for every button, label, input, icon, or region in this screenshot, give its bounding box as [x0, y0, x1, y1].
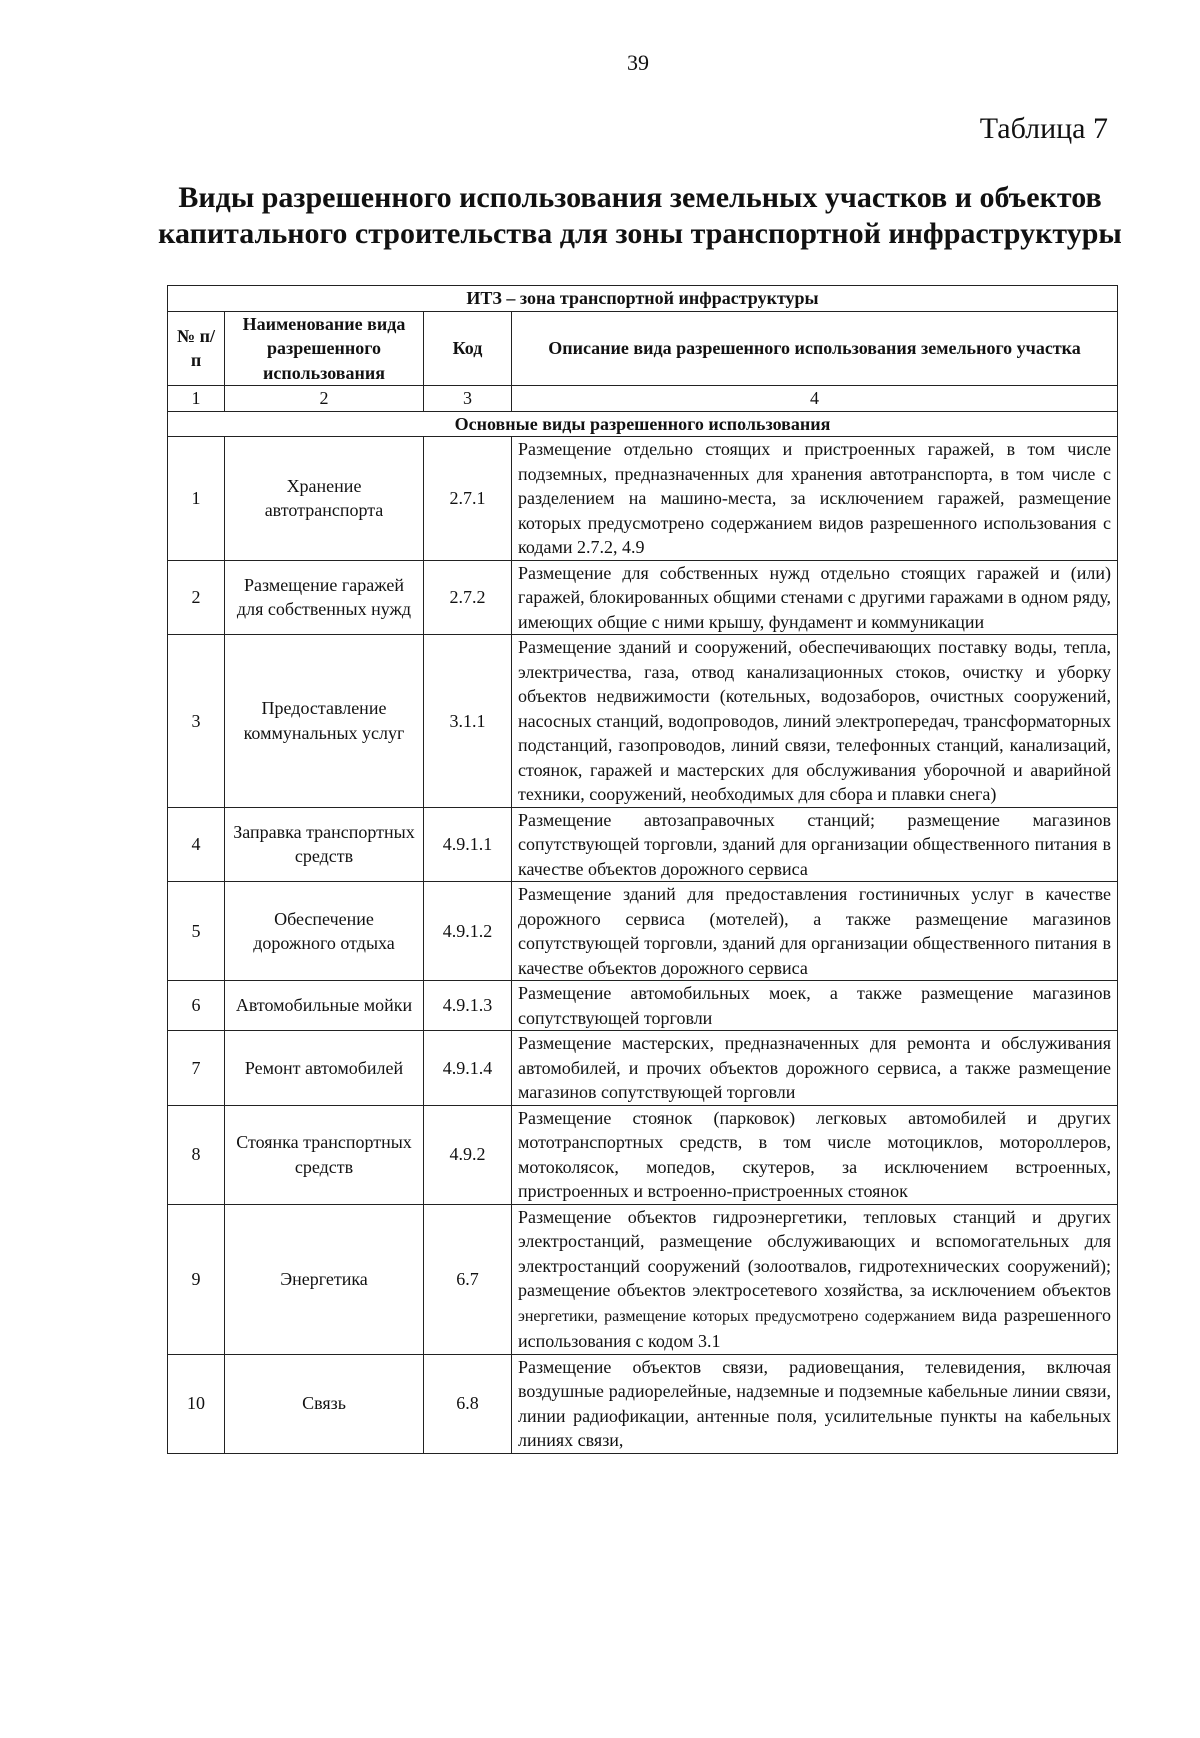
row-desc: Размещение отдельно стоящих и пристроенных гаражей, в том числе подземных, предназначенных для хранения автотранспорта, в том числе с разделением на машино-места, за исключением гаражей, размещение которых предусмотрено содержанием видов разрешенного использования с кодами 2.7.2, 4.9	[512, 437, 1118, 561]
row-num: 5	[168, 882, 225, 981]
row-num: 3	[168, 635, 225, 808]
row-num: 1	[168, 437, 225, 561]
row-code: 4.9.1.3	[424, 981, 512, 1031]
zone-header: ИТЗ – зона транспортной инфраструктуры	[168, 286, 1118, 312]
column-number: 3	[424, 386, 512, 412]
row-num: 6	[168, 981, 225, 1031]
table-row	[168, 635, 1118, 808]
row-name: Хранение автотранспорта	[225, 437, 424, 561]
table-row	[168, 981, 1118, 1031]
row-name: Автомобильные мойки	[225, 981, 424, 1031]
row-code: 2.7.1	[424, 437, 512, 561]
row-desc: Размещение объектов связи, радиовещания, телевидения, включая воздушные радиорелейные, надземные и подземные кабельные линии связи, линии радиофикации, антенные поля, усилительные пункты на кабельных линиях связи,	[512, 1354, 1118, 1453]
section-row	[168, 411, 1118, 437]
title-line-1: Виды разрешенного использования земельных участков и объектов	[178, 181, 1102, 214]
page-number: 39	[627, 50, 649, 75]
table-row	[168, 1031, 1118, 1106]
row-name: Стоянка транспортных средств	[225, 1105, 424, 1204]
column-number-row	[168, 386, 1118, 412]
table-row	[168, 807, 1118, 882]
row-name: Заправка транспортных средств	[225, 807, 424, 882]
row-desc: Размещение автозаправочных станций; размещение магазинов сопутствующей торговли, зданий для организации общественного питания в качестве объектов дорожного сервиса	[512, 807, 1118, 882]
row-desc: Размещение зданий для предоставления гостиничных услуг в качестве дорожного сервиса (мотелей), а также размещение магазинов сопутствующей торговли, зданий для организации общественного питания в качестве объектов дорожного сервиса	[512, 882, 1118, 981]
row-code: 4.9.1.1	[424, 807, 512, 882]
header-name: Наименование вида разрешенного использования	[225, 311, 424, 386]
column-number: 1	[168, 386, 225, 412]
row-desc: Размещение для собственных нужд отдельно стоящих гаражей и (или) гаражей, блокированных общими стенами с другими гаражами в одном ряду, имеющих общие с ними крышу, фундамент и коммуникации	[512, 560, 1118, 635]
row-name: Энергетика	[225, 1204, 424, 1354]
table-label: Таблица 7	[979, 112, 1108, 145]
row-desc: Размещение автомобильных моек, а также размещение магазинов сопутствующей торговли	[512, 981, 1118, 1031]
row-code: 4.9.1.2	[424, 882, 512, 981]
row-desc-tail: вида разрешенного использования с кодом 3.1	[518, 1304, 1111, 1351]
header-num: № п/п	[168, 311, 225, 386]
table-row	[168, 560, 1118, 635]
row-code: 6.7	[424, 1204, 512, 1354]
row-desc-small: энергетики, размещение которых предусмотрено содержанием	[518, 1307, 956, 1325]
table-row	[168, 1354, 1118, 1453]
row-name: Связь	[225, 1354, 424, 1453]
section-title: Основные виды разрешенного использования	[168, 411, 1118, 437]
row-num: 9	[168, 1204, 225, 1354]
row-num: 8	[168, 1105, 225, 1204]
row-desc	[512, 1204, 1118, 1354]
header-desc: Описание вида разрешенного использования земельного участка	[512, 311, 1118, 386]
row-code: 2.7.2	[424, 560, 512, 635]
column-number: 2	[225, 386, 424, 412]
row-num: 2	[168, 560, 225, 635]
row-num: 4	[168, 807, 225, 882]
title-line-2: капитального строительства для зоны транспортной инфраструктуры	[158, 217, 1122, 250]
row-code: 6.8	[424, 1354, 512, 1453]
table-row	[168, 1105, 1118, 1204]
land-use-table	[167, 285, 1118, 1454]
column-header-row	[168, 311, 1118, 386]
row-num: 10	[168, 1354, 225, 1453]
row-desc: Размещение зданий и сооружений, обеспечивающих поставку воды, тепла, электричества, газа, отвод канализационных стоков, очистку и уборку объектов недвижимости (котельных, водозаборов, очистных сооружений, насосных станций, водопроводов, линий электропередач, трансформаторных подстанций, газопроводов, линий связи, телефонных станций, канализаций, стоянок, гаражей и мастерских для обслуживания уборочной и аварийной техники, сооружений, необходимых для сбора и плавки снега)	[512, 635, 1118, 808]
row-name: Ремонт автомобилей	[225, 1031, 424, 1106]
row-desc: Размещение стоянок (парковок) легковых автомобилей и других мототранспортных средств, в том числе мотоциклов, мотороллеров, мотоколясок, мопедов, скутеров, за исключением встроенных, пристроенных и встроенно-пристроенных стоянок	[512, 1105, 1118, 1204]
row-name: Размещение гаражей для собственных нужд	[225, 560, 424, 635]
row-desc: Размещение мастерских, предназначенных для ремонта и обслуживания автомобилей, и прочих объектов дорожного сервиса, а также размещение магазинов сопутствующей торговли	[512, 1031, 1118, 1106]
row-num: 7	[168, 1031, 225, 1106]
row-name: Обеспечение дорожного отдыха	[225, 882, 424, 981]
table-row	[168, 882, 1118, 981]
document-title	[150, 180, 1130, 252]
row-desc-main: Размещение объектов гидроэнергетики, тепловых станций и других электростанций, размещение обслуживающих и вспомогательных для электростанций сооружений (золоотвалов, гидротехнических сооружений); размещение объектов электросетевого хозяйства, за исключением объектов	[518, 1206, 1111, 1300]
zone-header-row	[168, 286, 1118, 312]
row-name: Предоставление коммунальных услуг	[225, 635, 424, 808]
table-row	[168, 1204, 1118, 1354]
row-code: 4.9.1.4	[424, 1031, 512, 1106]
table-row	[168, 437, 1118, 561]
row-code: 3.1.1	[424, 635, 512, 808]
header-code: Код	[424, 311, 512, 386]
column-number: 4	[512, 386, 1118, 412]
row-code: 4.9.2	[424, 1105, 512, 1204]
